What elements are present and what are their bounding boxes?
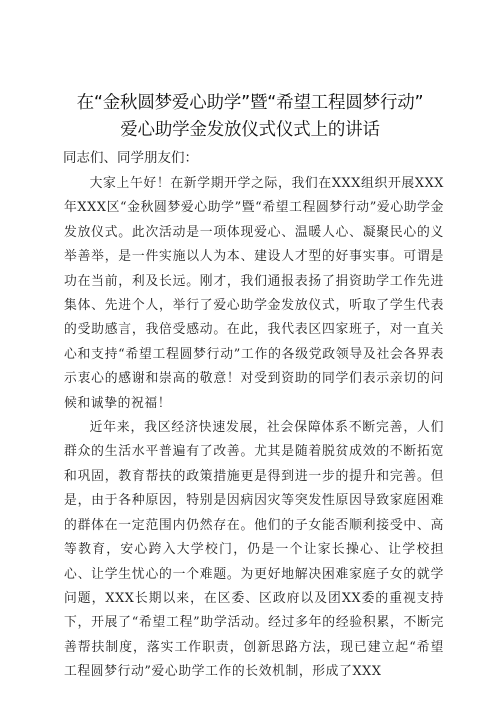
salutation: 同志们、同学朋友们： bbox=[63, 150, 198, 166]
paragraph-background: 近年来，我区经济快速发展，社会保障体系不断完善，人们群众的生活水平普遍有了改善。尤其是随着脱贫成效的不断拓宽和巩固，教育帮扶的政策措施更是得到进一步的提升和完善。但是，由于各种原因，特别是因病因灾等突发性原因导致家庭困难的群体在一定范围内仍然存在。他们的子女能否顺利接受中、高等教育，安心跨入大学校门，仍是一个让家长操心、让学校担心、让学生忧心的一个难题。为更好地解决困难家庭子女的就学问题，XXX长期以来，在区委、区政府以及团XX委的重视支持下，开展了“希望工程”助学活动。经过多年的经验积累，不断完善帮扶制度，落实工作职责，创新思路方法，现已建立起“希望工程圆梦行动”爱心助学工作的长效机制，形成了XXX bbox=[64, 420, 444, 680]
paragraph-opening: 大家上午好！在新学期开学之际，我们在XXX组织开展XXX年XXX区“金秋圆梦爱心助学”暨“希望工程圆梦行动”爱心助学金发放仪式。此次活动是一项体现爱心、温暖人心、凝聚民心的义举善举，是一件实施以人为本、建设人才型的好事实事。可谓是功在当前，利及长远。刚才，我们通报表扬了捐资助学工作先进集体、先进个人，举行了爱心助学金发放仪式，听取了学生代表的受助感言，我倍受感动。在此，我代表区四家班子，对一直关心和支持“希望工程圆梦行动”工作的各级党政领导及社会各界表示衷心的感谢和崇高的敬意！对受到资助的同学们表示亲切的问候和诚挚的祝福！ bbox=[64, 176, 444, 411]
speech-body bbox=[64, 172, 444, 685]
document-title-line-2: 爱心助学金发放仪式仪式上的讲话 bbox=[120, 120, 380, 140]
document-title-line-1: 在“金秋圆梦爱心助学”暨“希望工程圆梦行动” bbox=[76, 93, 424, 113]
